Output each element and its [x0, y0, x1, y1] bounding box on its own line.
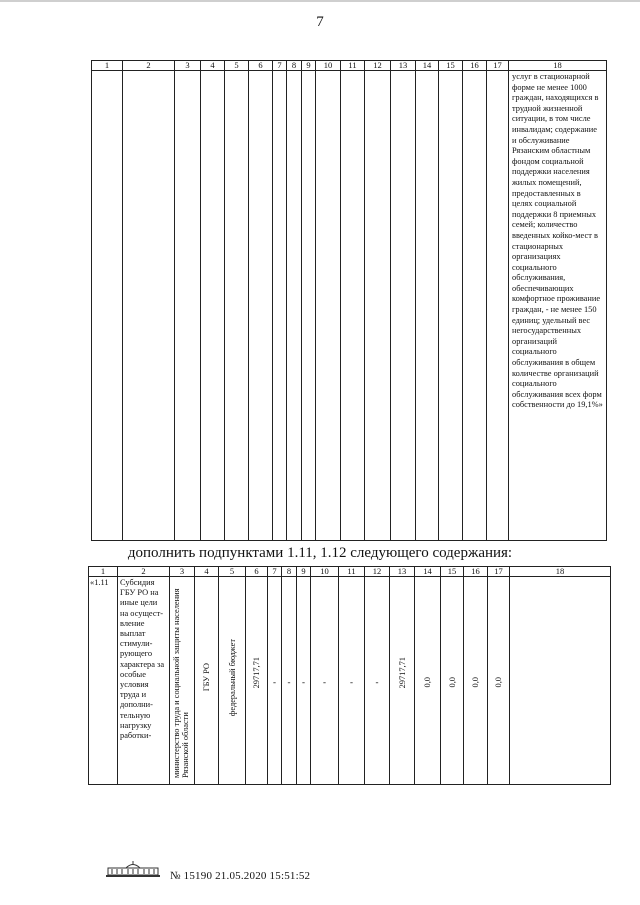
header-cell: 2 [118, 567, 170, 577]
value-dash: - [323, 677, 326, 687]
indicator-value: 0,0 [423, 677, 432, 688]
table-cell-empty [225, 71, 249, 541]
indicator-value-cell [464, 577, 488, 785]
header-cell: 13 [390, 567, 415, 577]
value-dash: - [302, 677, 305, 687]
table-cell-empty [365, 71, 391, 541]
header-cell: 7 [268, 567, 282, 577]
value-dash: - [375, 677, 379, 687]
value-cell [365, 577, 390, 785]
header-cell: 18 [509, 61, 607, 71]
indicator-description: услуг в стационарной форме не менее 1000 граждан, находящихся в трудной жизненной ситуации, в том числе инвалидам; содержание и обслуживание Рязанским областным фондом социальной поддержки населения жилых помещений, предоставленных в целях социальной поддержки 8 приемных семей; количество введенных койко-мест в стационарных организациях социального обслуживания, обеспечивающих комфортное проживание граждан, - не менее 150 единиц; удельный вес негосударственных организаций социального обслуживания в общем количестве организаций социального обслуживания всех форм собственности до 19,1%» [509, 71, 607, 541]
table-cell-empty [316, 71, 341, 541]
table-row [92, 71, 607, 541]
header-cell: 14 [416, 61, 439, 71]
value-cell [339, 577, 365, 785]
parliament-building-icon [104, 860, 162, 878]
header-cell: 3 [175, 61, 201, 71]
table-cell-empty [92, 71, 123, 541]
recipient: ГБУ РО [202, 663, 211, 692]
total-amount: 29717,71 [252, 657, 261, 689]
header-cell: 3 [170, 567, 195, 577]
year-amount-cell [390, 577, 415, 785]
indicator-value-cell [488, 577, 510, 785]
table-cell-empty [391, 71, 416, 541]
table-new-subitems [88, 566, 611, 785]
header-cell: 2 [123, 61, 175, 71]
event-name: Субсидия ГБУ РО на иные цели на осущест-вление выплат стимули-рующего характера за особые условия труда и дополни-тельную нагрузку работки- [118, 577, 170, 785]
header-cell: 8 [282, 567, 297, 577]
table-cell-empty [302, 71, 316, 541]
indicator-value: 0,0 [471, 677, 480, 688]
value-dash: - [287, 677, 291, 687]
header-cell: 14 [415, 567, 441, 577]
table-cell-empty [273, 71, 287, 541]
scan-top-edge [0, 0, 640, 3]
header-cell: 12 [365, 61, 391, 71]
header-cell: 17 [487, 61, 509, 71]
table-header-row [92, 61, 607, 71]
table-cell-empty [487, 71, 509, 541]
header-cell: 6 [249, 61, 273, 71]
header-cell: 5 [219, 567, 246, 577]
registration-stamp: № 15190 21.05.2020 15:51:52 [170, 870, 311, 882]
table-cell-empty [287, 71, 302, 541]
header-cell: 11 [339, 567, 365, 577]
table-cell-empty [175, 71, 201, 541]
header-cell: 8 [287, 61, 302, 71]
header-cell: 15 [441, 567, 464, 577]
header-cell: 5 [225, 61, 249, 71]
header-cell: 4 [195, 567, 219, 577]
table-cell-empty [249, 71, 273, 541]
header-cell: 6 [246, 567, 268, 577]
executor-cell [170, 577, 195, 785]
indicator-value-cell [441, 577, 464, 785]
indicator-description [510, 577, 611, 785]
table-cell-empty [201, 71, 225, 541]
amendment-heading: дополнить подпунктами 1.11, 1.12 следующего содержания: [127, 545, 513, 561]
header-cell: 15 [439, 61, 463, 71]
header-cell: 17 [488, 567, 510, 577]
header-cell: 9 [297, 567, 311, 577]
table-cell-empty [463, 71, 487, 541]
header-cell: 16 [464, 567, 488, 577]
total-amount-cell [246, 577, 268, 785]
table-row [89, 577, 611, 785]
year-amount: 29717,71 [397, 657, 407, 689]
executor: министерство труда и социальной защиты населения Рязанской области [172, 588, 190, 778]
header-cell: 1 [89, 567, 118, 577]
table-cell-empty [416, 71, 439, 541]
value-dash: - [350, 677, 353, 687]
value-cell [268, 577, 282, 785]
header-cell: 1 [92, 61, 123, 71]
value-dash: - [273, 677, 276, 687]
header-cell: 12 [365, 567, 390, 577]
value-cell [297, 577, 311, 785]
header-cell: 7 [273, 61, 287, 71]
header-cell: 9 [302, 61, 316, 71]
funding-source: федеральный бюджет [227, 639, 237, 717]
indicator-value: 0,0 [447, 677, 457, 688]
row-number: «1.11 [89, 577, 118, 785]
header-cell: 16 [463, 61, 487, 71]
header-cell: 18 [510, 567, 611, 577]
header-cell: 4 [201, 61, 225, 71]
value-cell [282, 577, 297, 785]
page-number: 7 [316, 14, 324, 30]
indicator-value: 0,0 [494, 677, 503, 688]
table-cell-empty [123, 71, 175, 541]
value-cell [311, 577, 339, 785]
header-cell: 10 [316, 61, 341, 71]
funding-source-cell [219, 577, 246, 785]
header-cell: 10 [311, 567, 339, 577]
table-cell-empty [439, 71, 463, 541]
recipient-cell [195, 577, 219, 785]
indicator-value-cell [415, 577, 441, 785]
header-cell: 13 [391, 61, 416, 71]
header-cell: 11 [341, 61, 365, 71]
table-cell-empty [341, 71, 365, 541]
table-header-row [89, 567, 611, 577]
table-continuation [91, 60, 607, 541]
